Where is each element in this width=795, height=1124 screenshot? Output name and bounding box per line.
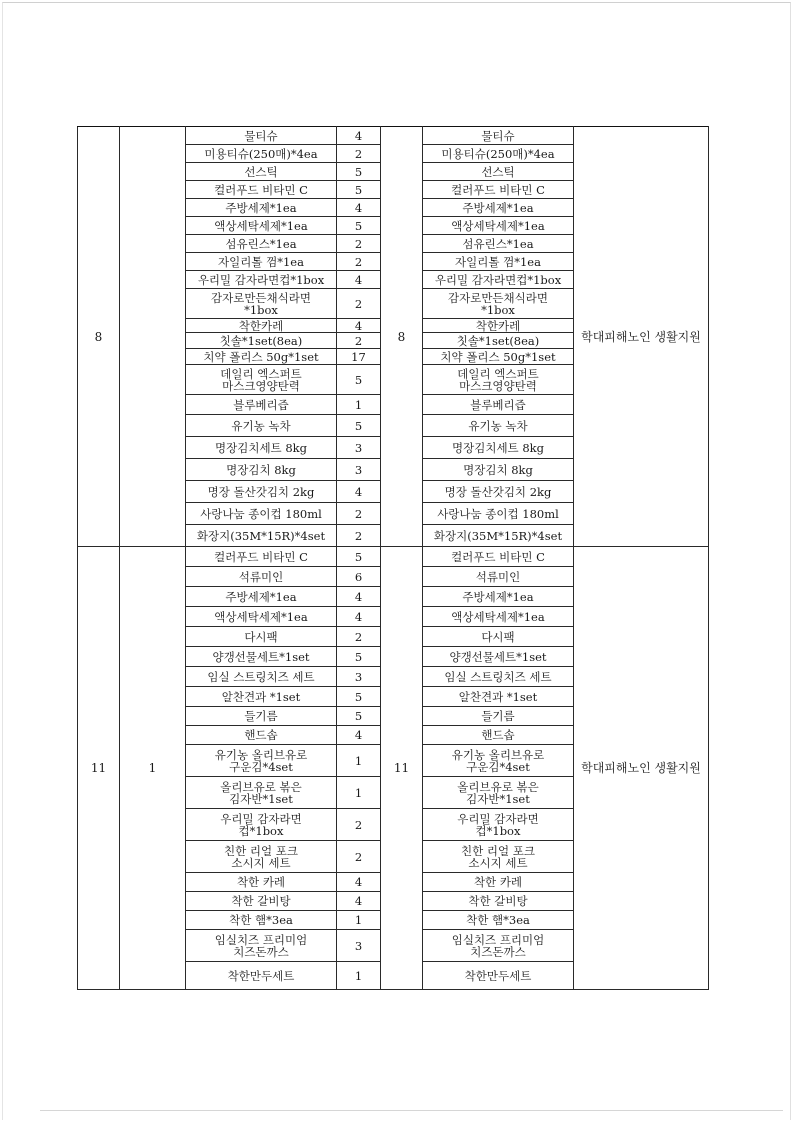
- item-name-cell: 양갱선물세트*1set: [186, 647, 337, 667]
- item-quantity-cell: 4: [337, 199, 381, 217]
- table-row: [78, 127, 709, 145]
- item-quantity-cell: 4: [337, 481, 381, 503]
- item-quantity-cell: 4: [337, 726, 381, 745]
- item-quantity-cell: 6: [337, 567, 381, 587]
- item-name-cell: 착한 갈비탕: [186, 892, 337, 911]
- item-quantity-cell: 4: [337, 271, 381, 289]
- item-name-cell: 우리밀 감자라면 컵*1box: [186, 809, 337, 841]
- table-row: [78, 547, 709, 567]
- group-sub-count-cell: [120, 127, 186, 547]
- item-quantity-cell: 1: [337, 911, 381, 930]
- item-quantity-cell: 5: [337, 415, 381, 437]
- distributed-item-cell: 미용티슈(250매)*4ea: [423, 145, 574, 163]
- distributed-item-cell: 주방세제*1ea: [423, 587, 574, 607]
- item-name-cell: 친한 리얼 포크 소시지 세트: [186, 841, 337, 873]
- purpose-cell: 학대피해노인 생활지원: [574, 127, 709, 547]
- distributed-item-cell: 다시팩: [423, 627, 574, 647]
- distributed-item-cell: 들기름: [423, 707, 574, 726]
- item-quantity-cell: 3: [337, 930, 381, 962]
- item-quantity-cell: 5: [337, 547, 381, 567]
- distributed-item-cell: 컬러푸드 비타민 C: [423, 547, 574, 567]
- item-name-cell: 임실치즈 프리미엄 치즈돈까스: [186, 930, 337, 962]
- distributed-item-cell: 주방세제*1ea: [423, 199, 574, 217]
- item-quantity-cell: 2: [337, 809, 381, 841]
- item-quantity-cell: 3: [337, 459, 381, 481]
- item-quantity-cell: 5: [337, 687, 381, 707]
- distributed-item-cell: 착한 햄*3ea: [423, 911, 574, 930]
- item-name-cell: 주방세제*1ea: [186, 199, 337, 217]
- item-name-cell: 선스틱: [186, 163, 337, 181]
- distributed-item-cell: 석류미인: [423, 567, 574, 587]
- item-name-cell: 감자로만든채식라면 *1box: [186, 289, 337, 319]
- distributed-item-cell: 우리밀 감자라면 컵*1box: [423, 809, 574, 841]
- item-quantity-cell: 2: [337, 253, 381, 271]
- item-name-cell: 섬유린스*1ea: [186, 235, 337, 253]
- item-quantity-cell: 2: [337, 235, 381, 253]
- item-name-cell: 데일리 엑스퍼트 마스크영양탄력: [186, 365, 337, 395]
- distributed-item-cell: 착한만두세트: [423, 962, 574, 990]
- item-name-cell: 컬러푸드 비타민 C: [186, 547, 337, 567]
- item-quantity-cell: 5: [337, 163, 381, 181]
- distributed-item-cell: 임실치즈 프리미엄 치즈돈까스: [423, 930, 574, 962]
- item-name-cell: 착한 햄*3ea: [186, 911, 337, 930]
- item-name-cell: 액상세탁세제*1ea: [186, 607, 337, 627]
- item-name-cell: 자일리톨 껌*1ea: [186, 253, 337, 271]
- item-name-cell: 칫솔*1set(8ea): [186, 333, 337, 349]
- distributed-item-cell: 섬유린스*1ea: [423, 235, 574, 253]
- item-quantity-cell: 2: [337, 333, 381, 349]
- item-quantity-cell: 5: [337, 217, 381, 235]
- group-number-cell: 8: [78, 127, 120, 547]
- item-name-cell: 임실 스트링치즈 세트: [186, 667, 337, 687]
- item-name-cell: 화장지(35M*15R)*4set: [186, 525, 337, 547]
- distributed-item-cell: 명장김치 8kg: [423, 459, 574, 481]
- item-quantity-cell: 4: [337, 892, 381, 911]
- item-name-cell: 들기름: [186, 707, 337, 726]
- item-quantity-cell: 4: [337, 319, 381, 333]
- distributed-item-cell: 액상세탁세제*1ea: [423, 607, 574, 627]
- purpose-cell: 학대피해노인 생활지원: [574, 547, 709, 990]
- distributed-item-cell: 액상세탁세제*1ea: [423, 217, 574, 235]
- item-name-cell: 우리밀 감자라면컵*1box: [186, 271, 337, 289]
- item-quantity-cell: 1: [337, 745, 381, 777]
- distributed-item-cell: 사랑나눔 종이컵 180ml: [423, 503, 574, 525]
- item-name-cell: 유기농 올리브유로 구운김*4set: [186, 745, 337, 777]
- item-quantity-cell: 4: [337, 127, 381, 145]
- item-quantity-cell: 1: [337, 395, 381, 415]
- distributed-item-cell: 유기농 올리브유로 구운김*4set: [423, 745, 574, 777]
- distributed-item-cell: 올리브유로 볶은 김자반*1set: [423, 777, 574, 809]
- distributed-item-cell: 치약 폴리스 50g*1set: [423, 349, 574, 365]
- distributed-item-cell: 양갱선물세트*1set: [423, 647, 574, 667]
- group-recipient-count-cell: 11: [381, 547, 423, 990]
- item-quantity-cell: 17: [337, 349, 381, 365]
- group-number-cell: 11: [78, 547, 120, 990]
- item-quantity-cell: 4: [337, 587, 381, 607]
- item-name-cell: 유기농 녹차: [186, 415, 337, 437]
- item-quantity-cell: 5: [337, 181, 381, 199]
- item-name-cell: 석류미인: [186, 567, 337, 587]
- item-quantity-cell: 2: [337, 525, 381, 547]
- distributed-item-cell: 핸드솝: [423, 726, 574, 745]
- item-name-cell: 액상세탁세제*1ea: [186, 217, 337, 235]
- item-quantity-cell: 4: [337, 873, 381, 892]
- distributed-item-cell: 컬러푸드 비타민 C: [423, 181, 574, 199]
- item-name-cell: 컬러푸드 비타민 C: [186, 181, 337, 199]
- donation-table-container: [77, 126, 708, 990]
- distributed-item-cell: 알찬견과 *1set: [423, 687, 574, 707]
- item-quantity-cell: 4: [337, 607, 381, 627]
- item-name-cell: 블루베리즙: [186, 395, 337, 415]
- donation-table-body: [78, 127, 709, 990]
- item-quantity-cell: 3: [337, 667, 381, 687]
- distributed-item-cell: 물티슈: [423, 127, 574, 145]
- item-name-cell: 착한 카레: [186, 873, 337, 892]
- distributed-item-cell: 착한 카레: [423, 873, 574, 892]
- item-quantity-cell: 2: [337, 145, 381, 163]
- donation-table: [77, 126, 709, 990]
- item-name-cell: 착한카레: [186, 319, 337, 333]
- distributed-item-cell: 우리밀 감자라면컵*1box: [423, 271, 574, 289]
- distributed-item-cell: 착한 갈비탕: [423, 892, 574, 911]
- item-name-cell: 명장김치 8kg: [186, 459, 337, 481]
- item-quantity-cell: 2: [337, 841, 381, 873]
- distributed-item-cell: 칫솔*1set(8ea): [423, 333, 574, 349]
- item-name-cell: 알찬견과 *1set: [186, 687, 337, 707]
- item-name-cell: 명장김치세트 8kg: [186, 437, 337, 459]
- distributed-item-cell: 임실 스트링치즈 세트: [423, 667, 574, 687]
- group-sub-count-cell: 1: [120, 547, 186, 990]
- distributed-item-cell: 블루베리즙: [423, 395, 574, 415]
- distributed-item-cell: 데일리 엑스퍼트 마스크영양탄력: [423, 365, 574, 395]
- item-name-cell: 치약 폴리스 50g*1set: [186, 349, 337, 365]
- item-quantity-cell: 5: [337, 365, 381, 395]
- item-quantity-cell: 3: [337, 437, 381, 459]
- item-quantity-cell: 2: [337, 627, 381, 647]
- item-name-cell: 착한만두세트: [186, 962, 337, 990]
- distributed-item-cell: 감자로만든채식라면 *1box: [423, 289, 574, 319]
- distributed-item-cell: 유기농 녹차: [423, 415, 574, 437]
- item-quantity-cell: 2: [337, 289, 381, 319]
- item-name-cell: 물티슈: [186, 127, 337, 145]
- item-name-cell: 미용티슈(250매)*4ea: [186, 145, 337, 163]
- item-quantity-cell: 5: [337, 647, 381, 667]
- group-recipient-count-cell: 8: [381, 127, 423, 547]
- distributed-item-cell: 화장지(35M*15R)*4set: [423, 525, 574, 547]
- distributed-item-cell: 명장 돌산갓김치 2kg: [423, 481, 574, 503]
- item-name-cell: 주방세제*1ea: [186, 587, 337, 607]
- item-quantity-cell: 1: [337, 777, 381, 809]
- distributed-item-cell: 명장김치세트 8kg: [423, 437, 574, 459]
- item-name-cell: 올리브유로 볶은 김자반*1set: [186, 777, 337, 809]
- item-quantity-cell: 2: [337, 503, 381, 525]
- distributed-item-cell: 선스틱: [423, 163, 574, 181]
- item-name-cell: 사랑나눔 종이컵 180ml: [186, 503, 337, 525]
- distributed-item-cell: 자일리톨 껌*1ea: [423, 253, 574, 271]
- item-name-cell: 핸드솝: [186, 726, 337, 745]
- item-quantity-cell: 1: [337, 962, 381, 990]
- distributed-item-cell: 착한카레: [423, 319, 574, 333]
- item-name-cell: 다시팩: [186, 627, 337, 647]
- item-name-cell: 명장 돌산갓김치 2kg: [186, 481, 337, 503]
- item-quantity-cell: 5: [337, 707, 381, 726]
- page-bottom-rule: [40, 1110, 783, 1111]
- distributed-item-cell: 친한 리얼 포크 소시지 세트: [423, 841, 574, 873]
